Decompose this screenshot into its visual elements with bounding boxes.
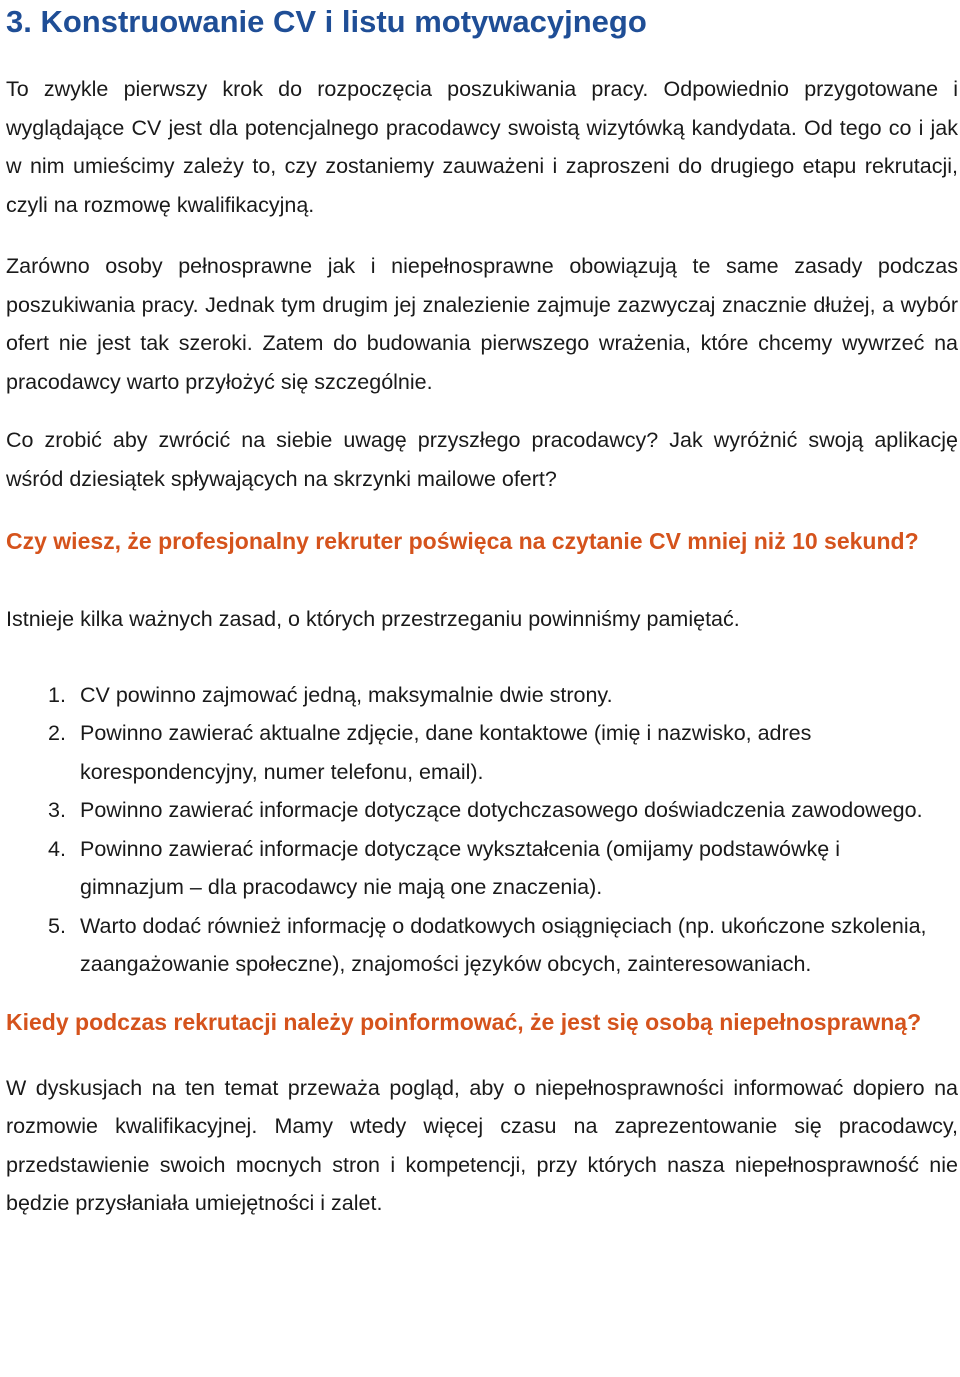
- list-item-text: CV powinno zajmować jedną, maksymalnie dwie strony.: [80, 682, 613, 707]
- list-item: [6, 714, 958, 791]
- rules-list: [6, 676, 958, 984]
- list-item-number: 1 .: [6, 676, 80, 715]
- list-item-number: 4 .: [6, 830, 80, 907]
- list-item: [6, 791, 958, 830]
- list-item-number: 3 .: [6, 791, 80, 830]
- list-item-text: Powinno zawierać aktualne zdjęcie, dane kontaktowe (imię i nazwisko, adres korespondencyjny, numer telefonu, email).: [80, 721, 812, 784]
- attention-paragraph: Co zrobić aby zwrócić na siebie uwagę przyszłego pracodawcy? Jak wyróżnić swoją aplikację wśród dziesiątek spływających na skrzynki mailowe ofert?: [6, 428, 958, 491]
- list-item-number: 2 .: [6, 714, 80, 791]
- rules-intro-paragraph: Istnieje kilka ważnych zasad, o których przestrzeganiu powinniśmy pamiętać.: [6, 607, 740, 631]
- list-item: [6, 830, 958, 907]
- list-item: [6, 676, 958, 715]
- list-item-text: Powinno zawierać informacje dotyczące wykształcenia (omijamy podstawówkę i gimnazjum – dla pracodawcy nie mają one znaczenia).: [80, 836, 840, 899]
- recruiter-question-callout: Czy wiesz, że profesjonalny rekruter poświęca na czytanie CV mniej niż 10 sekund?: [6, 528, 919, 554]
- list-item-text: Warto dodać również informację o dodatkowych osiągnięciach (np. ukończone szkolenia, zaangażowanie społeczne), znajomości języków obcych, zainteresowaniach.: [80, 913, 927, 976]
- disability-search-paragraph: Zarówno osoby pełnosprawne jak i niepełnosprawne obowiązują te same zasady podczas poszukiwania pracy. Jednak tym drugim jej znalezienie zajmuje zazwyczaj znacznie dłużej, a wybór ofert nie jest tak szeroki. Zatem do budowania pierwszego wrażenia, które chcemy wywrzeć na pracodawcy warto przyłożyć się szczególnie.: [6, 254, 958, 394]
- document-page: [6, 0, 958, 1223]
- intro-paragraph: To zwykle pierwszy krok do rozpoczęcia poszukiwania pracy. Odpowiednio przygotowane i wyglądające CV jest dla potencjalnego pracodawcy swoistą wizytówką kandydata. Od tego co i jak w nim umieścimy zależy to, czy zostaniemy zauważeni i zaproszeni do drugiego etapu rekrutacji, czyli na rozmowę kwalifikacyjną.: [6, 77, 958, 217]
- list-item-number: 5 .: [6, 907, 80, 984]
- section-heading: 3. Konstruowanie CV i listu motywacyjnego: [6, 4, 647, 39]
- list-item: [6, 907, 958, 984]
- disclosure-question-callout: Kiedy podczas rekrutacji należy poinformować, że jest się osobą niepełnosprawną?: [6, 1008, 922, 1035]
- discussion-paragraph: W dyskusjach na ten temat przeważa pogląd, aby o niepełnosprawności informować dopiero na rozmowie kwalifikacyjnej. Mamy wtedy więcej czasu na zaprezentowanie się pracodawcy, przedstawienie swoich mocnych stron i kompetencji, przy których nasza niepełnosprawność nie będzie przysłaniała umiejętności i zalet.: [6, 1075, 958, 1215]
- list-item-text: Powinno zawierać informacje dotyczące dotychczasowego doświadczenia zawodowego.: [80, 798, 923, 822]
